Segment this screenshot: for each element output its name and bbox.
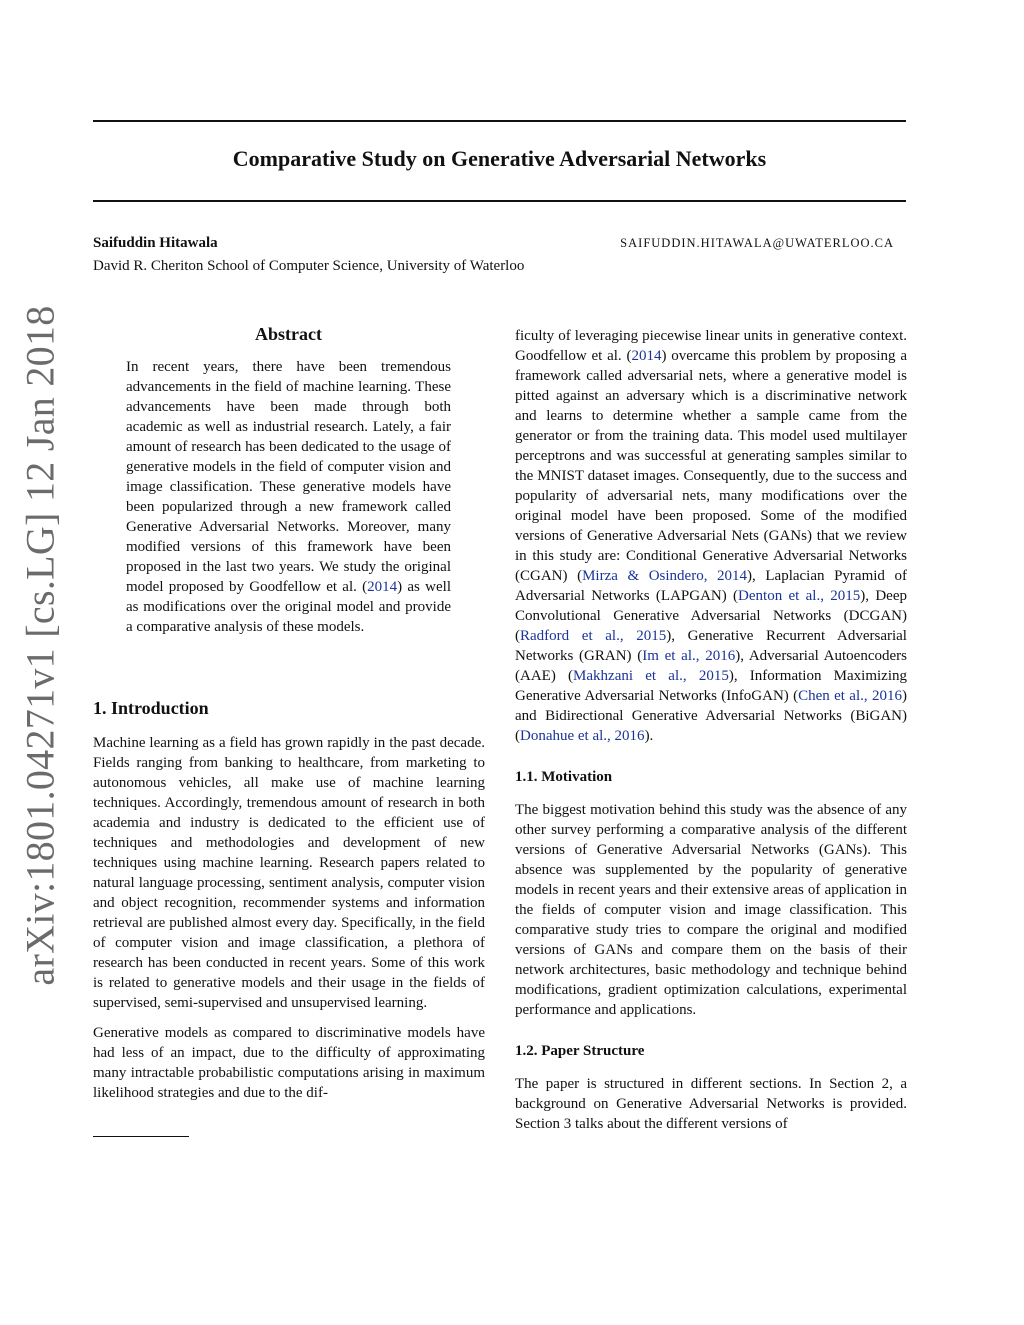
citation-link[interactable]: Donahue et al., 2016 — [520, 728, 645, 744]
right-column — [515, 326, 907, 1134]
paper-structure-paragraph: The paper is structured in different sections. In Section 2, a background on Generative Adversarial Networks is provided. Section 3 talks about the different versions of — [515, 1076, 907, 1132]
left-column — [93, 698, 485, 1103]
intro-paragraph-1: Machine learning as a field has grown rapidly in the past decade. Fields ranging from banking to healthcare, from marketing to autonomous vehicles, all make use of machine learning techniques. Accordingly, tremendous amount of research in both academia and industry is dedicated to the efficient use of techniques and methodologies and development of new techniques using machine learning. Research papers related to natural language processing, sentiment analysis, computer vision and object recognition, recommender systems and information retrieval are published almost every day. Specifically, in the field of computer vision and image classification, a plethora of research has been conducted in recent years. Some of this work is related to generative models and their usage in the fields of supervised, semi-supervised and unsupervised learning. — [93, 735, 485, 1011]
arxiv-sidebar-stamp — [6, 304, 74, 986]
abstract-heading: Abstract — [255, 324, 322, 344]
subsection-heading-motivation: 1.1. Motivation — [515, 769, 613, 785]
citation-link[interactable]: Denton et al., 2015 — [738, 588, 861, 604]
author-affiliation: David R. Cheriton School of Computer Science, University of Waterloo — [93, 258, 525, 274]
abstract-body: In recent years, there have been tremendous advancements in the field of machine learning. These advancements have been made through both academic as well as industrial research. Lately, a fair amount of research has been dedicated to the usage of generative models in the field of computer vision and image classification. These generative models have been popularized through a new framework called Generative Adversarial Networks. Moreover, many modified versions of this framework have been proposed in the last two years. We study the original model proposed by Goodfellow et al. (2014) as well as modifications over the original model and provide a comparative analysis of these models. — [126, 359, 451, 635]
arxiv-identifier: arXiv:1801.04271v1 [cs.LG] 12 Jan 2018 — [17, 304, 63, 986]
author-email: SAIFUDDIN.HITAWALA@UWATERLOO.CA — [620, 236, 894, 250]
citation-link[interactable]: 2014 — [631, 348, 662, 364]
section-heading-introduction: 1. Introduction — [93, 698, 209, 718]
title-rule-bottom — [93, 200, 906, 202]
author-name: Saifuddin Hitawala — [93, 235, 218, 251]
motivation-paragraph: The biggest motivation behind this study was the absence of any other survey performing a comparative analysis of the different versions of Generative Adversarial Networks (GANs). This absence was supplemented by the popularity of generative models in recent years and their extensive areas of application in the fields of computer vision and image classification. This comparative study tries to compare the original and modified versions of GANs and compare them on the basis of their network architectures, basic methodology and technique behind modifications, gradient optimization calculations, experimental performance and applications. — [515, 802, 907, 1018]
footnote-rule — [93, 1136, 189, 1137]
intro-paragraph-2-start: Generative models as compared to discriminative models have had less of an impact, due to the difficulty of approximating many intractable probabilistic computations arising in maximum likelihood strategies and due to the dif- — [93, 1025, 485, 1101]
subsection-heading-paper-structure: 1.2. Paper Structure — [515, 1043, 645, 1059]
citation-link[interactable]: 2014 — [367, 579, 398, 595]
citation-link[interactable]: Chen et al., 2016 — [798, 688, 902, 704]
intro-paragraph-2-continued: ficulty of leveraging piecewise linear units in generative context. Goodfellow et al. (2014) overcame this problem by proposing a framework called adversarial nets, where a generative model is pitted against an adversary which is a discriminative network and learns to determine whether a sample came from the generator or from the training data. This model used multilayer perceptrons and was successful at generating samples similar to the MNIST dataset images. Consequently, due to the success and popularity of adversarial nets, many modifications over the original model have been proposed. Some of the modified versions of Generative Adversarial Nets (GANs) that we review in this study are: Conditional Generative Adversarial Networks (CGAN) (Mirza & Osindero, 2014), Laplacian Pyramid of Adversarial Networks (LAPGAN) (Denton et al., 2015), Deep Convolutional Generative Adversarial Networks (DCGAN) (Radford et al., 2015), Generative Recurrent Adversarial Networks (GRAN) (Im et al., 2016), Adversarial Autoencoders (AAE) (Makhzani et al., 2015), Information Maximizing Generative Adversarial Networks (InfoGAN) (Chen et al., 2016) and Bidirectional Generative Adversarial Networks (BiGAN) (Donahue et al., 2016). — [515, 328, 907, 744]
paper-title: Comparative Study on Generative Adversarial Networks — [232, 146, 767, 171]
citation-link[interactable]: Mirza & Osindero, 2014 — [582, 568, 748, 584]
citation-link[interactable]: Im et al., 2016 — [642, 648, 736, 664]
citation-link[interactable]: Makhzani et al., 2015 — [573, 668, 729, 684]
title-rule-top — [93, 120, 906, 122]
citation-link[interactable]: Radford et al., 2015 — [520, 628, 667, 644]
abstract-section — [126, 324, 451, 637]
